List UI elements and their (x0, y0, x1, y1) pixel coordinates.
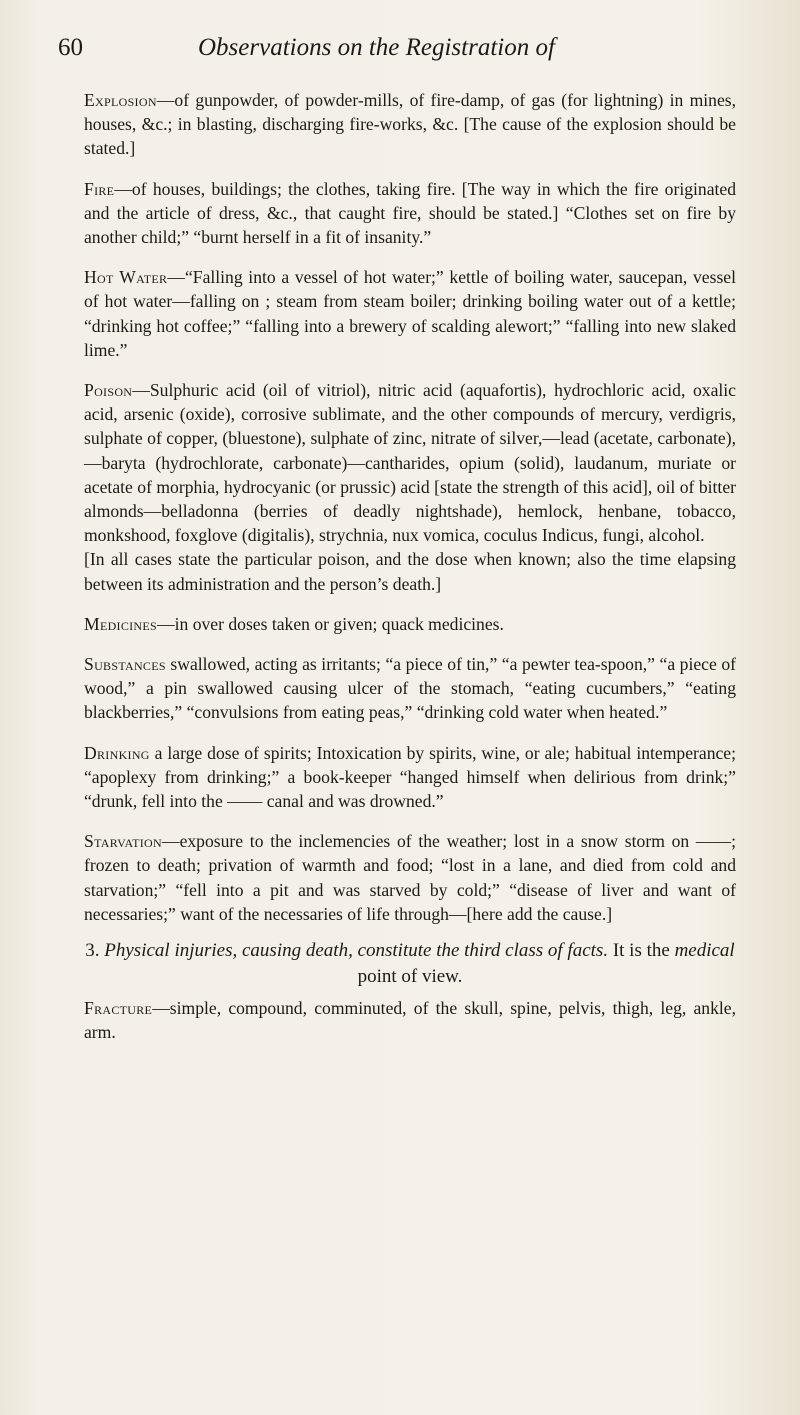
entry-text: —of houses, buildings; the clothes, taking fire. [The way in which the fire originated and the article of dress, &c., that caught fire, should be stated.] “Clothes set on fire by another child;” “burnt herself in a fit of insanity.” (84, 178, 736, 248)
entry-term: Fracture (84, 998, 153, 1019)
entry-fracture (84, 996, 736, 1044)
entry-term: Drinking (84, 742, 150, 763)
section-title: Physical injuries, causing death, constitute the third class of facts. (104, 940, 609, 962)
entry-hot-water (84, 265, 736, 362)
entry-term: Poison (84, 380, 133, 401)
entry-poison (84, 378, 736, 547)
section-number: 3. (85, 940, 100, 962)
entry-term: Hot Water (84, 267, 168, 288)
entry-text: [In all cases state the particular poison, and the dose when known; also the time elapsing between its administration and the person’s death.] (84, 549, 736, 594)
entry-text: —simple, compound, comminuted, of the skull, spine, pelvis, thigh, leg, ankle, arm. (84, 998, 736, 1043)
entry-text: a large dose of spirits; Intoxication by spirits, wine, or ale; habitual intemperance; “apoplexy from drinking;” a book-keeper “hanged himself when delirious from drink;” “drunk, fell into the —— canal and was drowned.” (84, 742, 736, 812)
entry-substances (84, 652, 736, 725)
section-emphasis: medical (674, 940, 735, 962)
entry-text: —Sulphuric acid (oil of vitriol), nitric acid (aquafortis), hydrochloric acid, oxalic acid, arsenic (oxide), corrosive sublimate, and the other compounds of mercury, verdigris, sulphate of copper, (bluestone), sulphate of zinc, nitrate of silver,—lead (acetate, carbonate),—baryta (hydrochlorate, carbonate)—cantharides, opium (solid), laudanum, muriate or acetate of morphia, hydrocyanic (or prussic) acid [state the strength of this acid], oil of bitter almonds—belladonna (berries of deadly nightshade), hemlock, henbane, tobacco, monkshood, foxglove (digitalis), strychnia, nux vomica, coculus Indicus, fungi, alcohol. (84, 380, 736, 546)
page-number: 60 (58, 34, 83, 61)
entry-medicines (84, 612, 736, 636)
entry-term: Medicines (84, 613, 158, 634)
entry-fire (84, 177, 736, 250)
section-heading (84, 938, 736, 990)
entry-term: Substances (84, 654, 166, 675)
section-end: point of view. (357, 966, 463, 988)
entry-text: —of gunpowder, of powder-mills, of fire-damp, of gas (for lightning) in mines, houses, &c.; in blasting, discharging fire-works, &c. [The cause of the explosion should be stated.] (84, 90, 736, 159)
entry-starvation (84, 829, 736, 926)
entry-text: swallowed, acting as irritants; “a piece of tin,” “a pewter tea-spoon,” “a piece of wood,” a pin swallowed causing ulcer of the stomach, “eating cucumbers,” “eating blackberries,” “convulsions from eating peas,” “drinking cold water when heated.” (84, 654, 736, 723)
section-text: It is the (608, 940, 675, 962)
entry-explosion (84, 88, 736, 161)
entry-text: —in over doses taken or given; quack medicines. (157, 613, 504, 634)
running-title: Observations on the Registration of (198, 34, 555, 61)
entry-drinking (84, 741, 736, 814)
entry-text: —exposure to the inclemencies of the weather; lost in a snow storm on ——; frozen to death; privation of warmth and food; “lost in a lane, and died from cold and starvation;” “fell into a pit and was starved by cold;” “disease of liver and want of necessaries;” want of the necessaries of life through—[here add the cause.] (84, 831, 736, 924)
entry-term: Starvation (84, 831, 162, 852)
entry-term: Explosion (84, 90, 157, 110)
entry-term: Fire (84, 178, 115, 199)
page-body (84, 88, 736, 1061)
entry-text: —“Falling into a vessel of hot water;” kettle of boiling water, saucepan, vessel of hot water—falling on ; steam from steam boiler; drinking boiling water out of a kettle; “drinking hot coffee;” “falling into a brewery of scalding alewort;” “falling into new slaked lime.” (84, 267, 736, 360)
page-header (58, 34, 748, 74)
poison-note (84, 547, 736, 595)
